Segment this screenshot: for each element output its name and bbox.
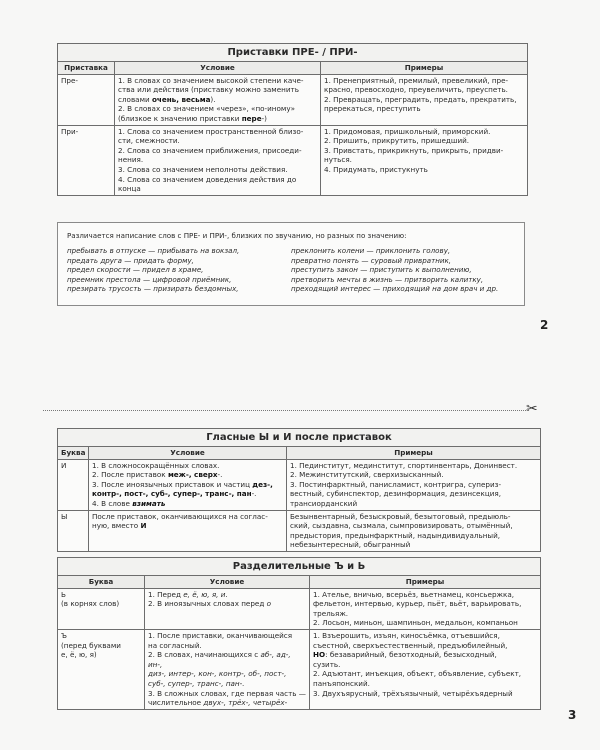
examples-cell: 1. Придомовая, пришкольный, приморский. 2. Пришить, прикрутить, пришедший. 3. Привстать, прикрикнуть, прикрыть, придви- нуться. 4. Придумать, пристукнуть	[321, 125, 528, 195]
table-row	[58, 459, 541, 510]
note-box	[57, 222, 525, 306]
note-right-column: преклонить колени — приклонить голову, превратно понять — суровый привратник, преступить закон — приступить к выполнению, претворить мечты в жизнь — притворить калитку, преходящий интерес — приходящий на дом врач и др.	[291, 246, 499, 294]
table-row	[58, 125, 528, 195]
table-title: Приставки ПРЕ- / ПРИ-	[58, 44, 528, 62]
table-title: Гласные Ы и И после приставок	[58, 429, 541, 447]
condition-cell: 1. После приставки, оканчивающейся на согласный. 2. В словах, начинающихся с аб-, ад-, ин-, диз-, интер-, кон-, контр-, об-, пост-, суб-, супер-, транс-, пан-. 3. В сложных словах, где первая часть — числительное двух-, трёх-, четырёх-	[145, 629, 310, 709]
column-header: Условие	[115, 62, 321, 75]
column-header: Условие	[145, 576, 310, 589]
letter-cell: И	[58, 459, 89, 510]
examples-cell: 1. Пренеприятный, премилый, превеликий, пре- красно, превосходно, преувеличить, преуспеть. 2. Превращать, преградить, предать, прекратить, пререкаться, преступить	[321, 74, 528, 125]
column-header: Условие	[89, 447, 287, 460]
column-header: Примеры	[310, 576, 541, 589]
table-pre-pri	[57, 43, 528, 196]
examples-cell: 1. Ателье, вничью, всерьёз, вьетнамец, консьержка, фельетон, интервью, курьер, пьёт, вьёт, варьировать, трельяж. 2. Лосьон, миньон, шампиньон, медальон, компаньон	[310, 588, 541, 629]
table-row	[58, 74, 528, 125]
column-header: Приставка	[58, 62, 115, 75]
column-header: Буква	[58, 447, 89, 460]
examples-cell: 1. Взъерошить, изъян, киносъёмка, отъевшийся, съестной, сверхъестественный, предъюбилейный, НО: безаварийный, безотходный, безысходный, сузить. 2. Адъютант, инъекция, объект, объявление, субъект, панъяпонский. 3. Двухъярусный, трёхъязычный, четырёхъядерный	[310, 629, 541, 709]
cut-line	[43, 410, 526, 411]
note-left-column: пребывать в отпуске — прибывать на вокзал, предать друга — придать форму, предел скорости — придел в храме, преемник престола — цифровой приёмник, презирать трусость — призирать бездомных,	[67, 246, 240, 294]
prefix-cell: При-	[58, 125, 115, 195]
condition-cell: 1. Перед е, ё, ю, я, и. 2. В иноязычных словах перед о	[145, 588, 310, 629]
column-header: Примеры	[287, 447, 541, 460]
letter-cell: Ы	[58, 510, 89, 551]
prefix-cell: Пре-	[58, 74, 115, 125]
table-row	[58, 588, 541, 629]
table-y-i-after-prefixes	[57, 428, 541, 552]
page-number: 3	[568, 708, 577, 722]
table-row	[58, 629, 541, 709]
letter-cell: Ь (в корнях слов)	[58, 588, 145, 629]
page-number: 2	[540, 318, 549, 332]
condition-cell: 1. В сложносокращённых словах. 2. После приставок меж-, сверх-. 3. После иноязычных приставок и частиц дез-, контр-, пост-, суб-, супер-, транс-, пан-. 4. В слове взимать	[89, 459, 287, 510]
table-hard-soft-sign	[57, 557, 541, 710]
column-header: Буква	[58, 576, 145, 589]
table-row	[58, 510, 541, 551]
table-title: Разделительные Ъ и Ь	[58, 558, 541, 576]
letter-cell: Ъ (перед буквами е, ё, ю, я)	[58, 629, 145, 709]
column-header: Примеры	[321, 62, 528, 75]
scissors-icon: ✂	[526, 401, 538, 417]
condition-cell: После приставок, оканчивающихся на соглас- ную, вместо И	[89, 510, 287, 551]
note-lead: Различается написание слов с ПРЕ- и ПРИ-, близких по звучанию, но разных по значению:	[67, 231, 407, 240]
condition-cell: 1. Слова со значением пространственной близо- сти, смежности. 2. Слова со значением приближения, присоеди- нения. 3. Слова со значением неполноты действия. 4. Слова со значением доведения действия до конца	[115, 125, 321, 195]
examples-cell: 1. Пединститут, мединститут, спортинвентарь, Донинвест. 2. Межинститутский, сверхизысканный. 3. Постинфарктный, панисламист, контригра, супериз- вестный, субинспектор, дезинформация, дезинсекция, трансиорданский	[287, 459, 541, 510]
condition-cell: 1. В словах со значением высокой степени каче- ства или действия (приставку можно заменить словами очень, весьма). 2. В словах со значением «через», «по-иному» (близкое к значению приставки пере-)	[115, 74, 321, 125]
examples-cell: Безынвентарный, безыскровый, безытоговый, предыюль- ский, сыздавна, сызмала, сымпровизировать, отымённый, предыстория, предынфарктный, надындивидуальный, небезынтересный, обыгранный	[287, 510, 541, 551]
